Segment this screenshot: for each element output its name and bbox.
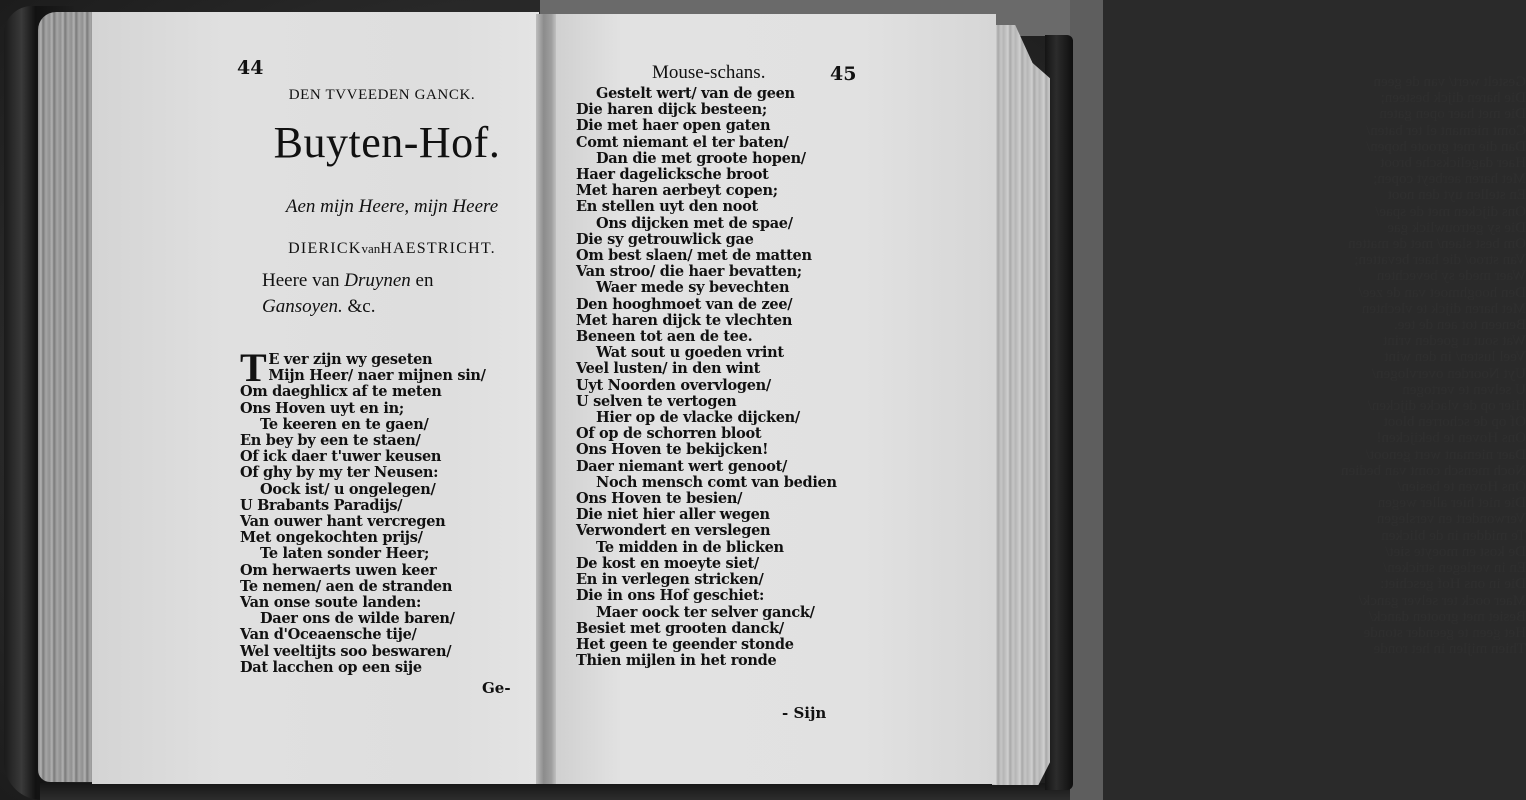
book-cover-bottom <box>40 783 1070 800</box>
page-number-left: 44 <box>237 57 264 79</box>
page-number-right: 45 <box>830 63 857 85</box>
page-edges-left <box>38 12 94 782</box>
heere-title-line-1 <box>262 270 562 292</box>
verse-line <box>576 540 837 556</box>
verse-line-text: Mijn Heer/ naer mijnen sin/ <box>268 367 486 385</box>
verse-line-text: Waer mede sy bevechten <box>596 279 790 297</box>
verse-line-text: Ons Hoven uyt en in; <box>240 399 404 417</box>
verse-line <box>576 297 837 313</box>
verse-line <box>240 595 477 611</box>
verse-line <box>576 572 837 588</box>
verse-line-text: E ver zijn wy geseten <box>268 351 433 368</box>
heere-prefix: Heere van <box>262 270 345 291</box>
verse-line-text: Oock ist/ u ongelegen/ <box>260 480 436 498</box>
verse-line-text: Ons Hoven te besien/ <box>576 490 743 508</box>
verse-line-text: Die met haer open gaten <box>576 117 771 135</box>
verse-line-text: Met haren dijck te vlechten <box>576 311 793 329</box>
verse-line <box>576 135 837 151</box>
verse-line <box>576 167 837 183</box>
verse-line-text: Om herwaerts uwen keer <box>240 561 437 579</box>
verse-line-text: Om best slaen/ met de matten <box>576 247 812 265</box>
verse-line-text: Veel lusten/ in den wint <box>576 360 761 378</box>
verse-line <box>240 563 477 579</box>
verse-line <box>576 653 837 669</box>
verse-line-text: Daer niemant wert genoot/ <box>576 457 788 475</box>
verse-line-text: Hier op de vlacke dijcken/ <box>596 409 800 427</box>
verse-line <box>576 151 837 167</box>
verse-line <box>576 361 837 377</box>
verse-line-text: Haer dagelicksche broot <box>576 166 769 184</box>
verse-line <box>240 546 477 562</box>
verse-line <box>240 514 477 530</box>
verse-line-text: Daer ons de wilde baren/ <box>260 610 455 628</box>
verse-line <box>576 102 837 118</box>
verse-line <box>576 378 837 394</box>
verse-line <box>576 345 837 361</box>
etcetera: &c. <box>342 296 376 317</box>
verse-line <box>240 660 477 676</box>
verse-line <box>240 384 477 400</box>
verse-line <box>576 216 837 232</box>
verse-line-text: U selven te vertogen <box>576 392 737 410</box>
verse-line <box>576 426 837 442</box>
verse-line <box>240 579 477 595</box>
left-page <box>92 12 539 784</box>
page-edges-right <box>992 25 1050 785</box>
verse-line-text: Te laten sonder Heer; <box>260 545 430 563</box>
verse-line <box>576 507 837 523</box>
verse-line-text: Comt niemant el ter baten/ <box>576 133 789 151</box>
verse-line <box>240 401 477 417</box>
verse-line-text: En stellen uyt den noot <box>576 198 758 216</box>
verse-line <box>576 637 837 653</box>
verse-line-text: Met ongekochten prijs/ <box>240 529 423 547</box>
verse-line-text: Te nemen/ aen de stranden <box>240 577 453 595</box>
verse-line-text: Ons Hoven te bekijcken! <box>576 441 769 459</box>
verse-line <box>576 491 837 507</box>
verse-line-text: U Brabants Paradijs/ <box>240 496 403 514</box>
verse-line <box>576 248 837 264</box>
dedication-line: Aen mijn Heere, mijn Heere <box>285 196 499 217</box>
verse-line-text: Dat lacchen op een sije <box>240 658 422 676</box>
poem-verse-right <box>576 86 837 669</box>
verse-line-text: Die sy getrouwlick gae <box>576 230 754 248</box>
verse-line-text: Van ouwer hant vercregen <box>240 513 446 531</box>
verse-line-text: Maer oock ter selver ganck/ <box>596 603 815 621</box>
verse-line-text: Den hooghmoet van de zee/ <box>576 295 793 313</box>
running-head-left: DEN TVVEEDEN GANCK. <box>288 87 476 103</box>
verse-line <box>240 611 477 627</box>
verse-line <box>576 199 837 215</box>
verse-line-text: Van stroo/ die haer bevatten; <box>576 263 802 281</box>
verse-line-text: Of ghy by my ter Neusen: <box>240 464 439 482</box>
verse-line <box>240 433 477 449</box>
verse-line-text: Verwondert en verslegen <box>576 522 771 540</box>
verse-line <box>576 475 837 491</box>
place-gansoyen: Gansoyen. <box>262 296 343 317</box>
verse-line-text: Of op de schorren bloot <box>576 425 762 443</box>
verse-line <box>576 118 837 134</box>
catchword-left: Ge- <box>482 679 511 697</box>
page-title: Buyten-Hof. <box>273 118 501 167</box>
verse-line-text: Van d'Oceaensche tije/ <box>240 626 417 644</box>
verse-line <box>576 280 837 296</box>
verse-line <box>576 459 837 475</box>
verse-line-text: Met haren aerbeyt copen; <box>576 182 778 200</box>
verse-line <box>240 498 477 514</box>
verse-line <box>240 417 477 433</box>
verse-line-text: Beneen tot aen de tee. <box>576 328 753 346</box>
verse-line-text: Die niet hier aller wegen <box>576 506 770 524</box>
verse-line <box>240 482 477 498</box>
verse-line <box>576 556 837 572</box>
verse-line-text: Het geen te geender stonde <box>576 635 794 653</box>
verse-line <box>576 588 837 604</box>
verse-line-text: Gestelt wert/ van de geen <box>596 85 795 102</box>
verse-line-text: Besiet met grooten danck/ <box>576 619 784 637</box>
verse-line-text: Uyt Noorden overvlogen/ <box>576 376 771 394</box>
catchword-right: - Sijn <box>782 704 827 722</box>
heere-title-line-2 <box>262 296 562 318</box>
verse-line <box>576 313 837 329</box>
verse-line <box>240 627 477 643</box>
verse-line <box>576 410 837 426</box>
dedicatee-last: HAESTRICHT. <box>380 240 496 257</box>
verse-line-text: Wat sout u goeden vrint <box>596 344 784 362</box>
verse-line <box>576 523 837 539</box>
verse-line <box>240 449 477 465</box>
verse-line <box>576 183 837 199</box>
verse-line-text: Te midden in de blicken <box>596 538 784 556</box>
verse-line <box>576 264 837 280</box>
verse-line <box>576 394 837 410</box>
table-surface-right <box>1070 0 1103 800</box>
verse-line-text: Die haren dijck besteen; <box>576 101 767 119</box>
verse-line <box>240 367 486 385</box>
drop-cap: T <box>240 345 267 390</box>
dedicatee-van: van <box>361 241 381 256</box>
dedicatee-first: DIERICK <box>288 240 362 257</box>
verse-line-text: Van onse soute landen: <box>240 594 422 612</box>
dedicatee-name <box>237 240 547 258</box>
verse-line-text: Thien mijlen in het ronde <box>576 652 777 670</box>
right-page <box>556 14 1526 784</box>
verse-line <box>576 86 837 102</box>
verse-line-text: Ons dijcken met de spae/ <box>596 214 793 232</box>
poem-verse-left <box>240 345 486 676</box>
verse-line-text: Noch mensch comt van bedien <box>596 473 837 491</box>
verse-line <box>576 232 837 248</box>
verse-line-text: En in verlegen stricken/ <box>576 571 764 589</box>
verse-line-text: Of ick daer t'uwer keusen <box>240 448 442 466</box>
verse-line <box>240 644 477 660</box>
book-gutter <box>536 14 558 784</box>
running-head-right: Mouse-schans. <box>652 62 766 83</box>
verse-line-text: Te keeren en te gaen/ <box>260 415 429 433</box>
place-druynen: Druynen <box>344 270 411 291</box>
verse-line-text: Wel veeltijts soo beswaren/ <box>240 642 452 660</box>
verse-line-text: De kost en moeyte siet/ <box>576 554 759 572</box>
verse-line <box>576 605 837 621</box>
verse-line <box>576 329 837 345</box>
verse-line-text: Dan die met groote hopen/ <box>596 149 806 167</box>
verse-line-text: En bey by een te staen/ <box>240 432 421 450</box>
verse-line <box>576 442 837 458</box>
heere-suffix: en <box>410 270 434 291</box>
verse-line <box>240 465 477 481</box>
verse-line <box>240 530 477 546</box>
verse-line <box>576 621 837 637</box>
verse-line-text: Die in ons Hof geschiet: <box>576 587 765 605</box>
verse-line-text: Om daeghlicx af te meten <box>240 383 442 401</box>
show-through-text: Gestelt wert/ van de geen Die haren dijck besteen; Die met haer open gaten Comt niemant el ter baten/ Dan die met groote hopen/ Haer dagelicksche broot Met haren aerbeyt copen; En stellen uyt den noot Ons dijcken met de spae/ Die sy getrouwlick gae Om best slaen/ met de matten Van stroo/ die haer bevatten; Waer mede sy bevechten Den hooghmoet van de zee/ Met haren dijck te vlechten Beneen tot aen de tee. Wat sout u goeden vrint Veel lusten/ in den wint Uyt Noorden overvlogen/ U selven te vertogen Hier op de vlacke dijcken/ Of op de schorren bloot Ons Hoven te bekijcken! Daer niemant wert genoot/ Noch mensch comt van bedien Ons Hoven te besien/ Die niet hier aller wegen Verwondert en verslegen Te midden in de blicken De kost en moeyte siet/ En in verlegen stricken/ Die in ons Hof geschiet: Maer oock ter selver ganck/ Besiet met grooten danck/ Het geen te geender stonde Thien mijlen in het ronde <box>1341 74 1526 658</box>
